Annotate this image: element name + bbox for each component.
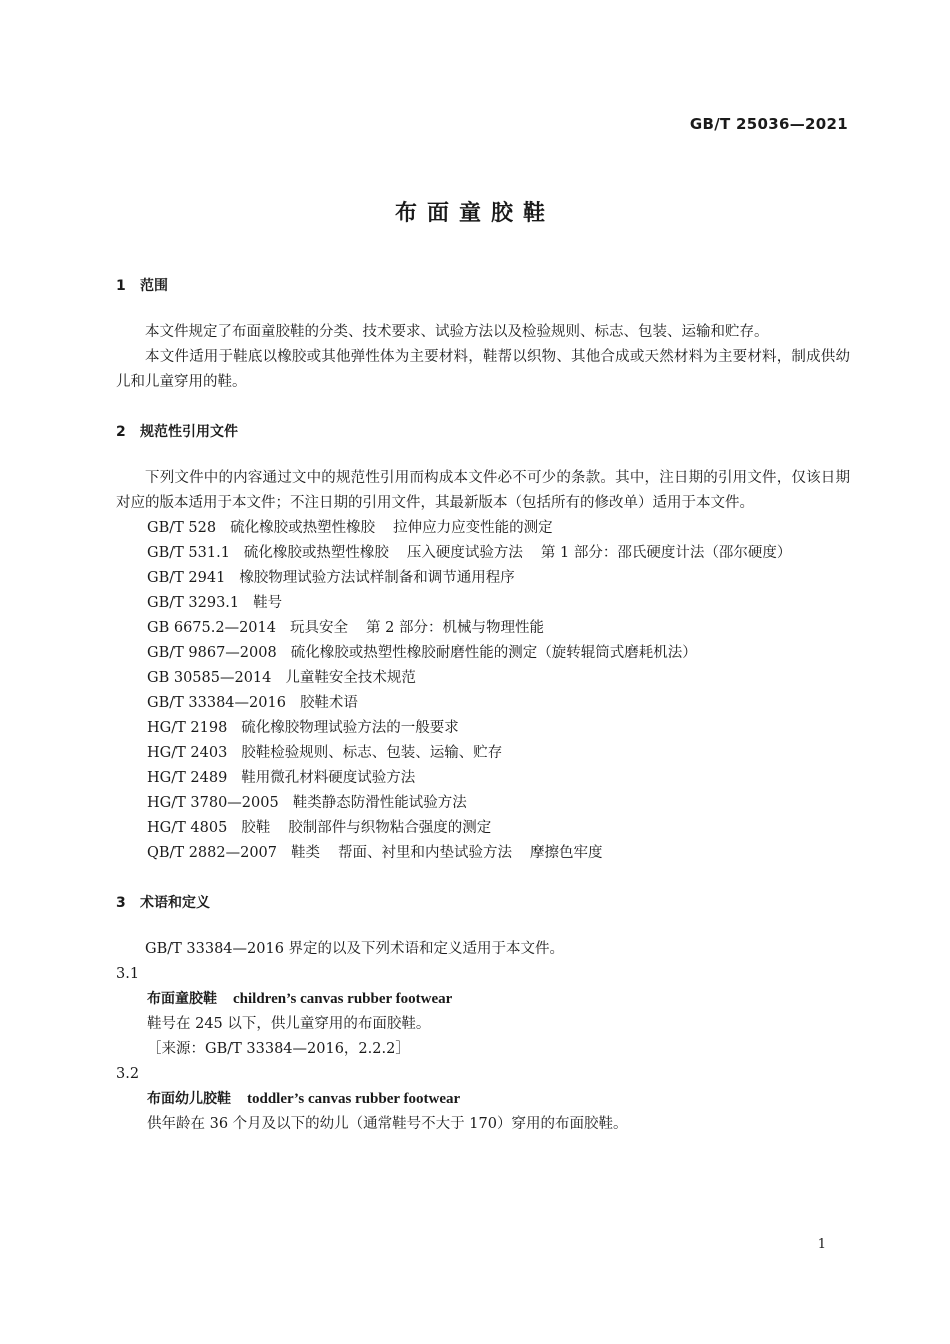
reference-code: GB/T 33384—2016 (147, 695, 286, 711)
reference-item (116, 641, 850, 666)
document-body (116, 274, 850, 1137)
section-heading-terms (116, 891, 850, 916)
refs-intro-paragraph: 下列文件中的内容通过文中的规范性引用而构成本文件必不可少的条款。其中，注日期的引用文件，仅该日期对应的版本适用于本文件；不注日期的引用文件，其最新版本（包括所有的修改单）适用于本文件。 (116, 470, 850, 511)
reference-title-part: 胶制部件与织物粘合强度的测定 (288, 820, 492, 836)
reference-code: GB/T 9867—2008 (147, 645, 277, 661)
reference-title: 硫化橡胶或热塑性橡胶 (230, 520, 376, 536)
term-english: children’s canvas rubber footwear (233, 991, 453, 1007)
term-entry (116, 987, 850, 1012)
scope-paragraph-2: 本文件适用于鞋底以橡胶或其他弹性体为主要材料，鞋帮以织物、其他合成或天然材料为主要材料，制成供幼儿和儿童穿用的鞋。 (116, 349, 850, 390)
reference-title: 玩具安全 (290, 620, 348, 636)
reference-title-part: 帮面、衬里和内垫试验方法 (338, 845, 513, 861)
term-entry (116, 1087, 850, 1112)
reference-item (116, 666, 850, 691)
reference-title: 胶鞋术语 (299, 695, 358, 711)
reference-code: HG/T 2489 (147, 770, 228, 786)
reference-title-part: 第 2 部分：机械与物理性能 (366, 620, 544, 636)
reference-item (116, 841, 850, 866)
reference-title: 鞋用微孔材料硬度试验方法 (241, 770, 416, 786)
reference-title-part: 压入硬度试验方法 (406, 545, 523, 561)
reference-title: 鞋类 (291, 845, 321, 861)
scope-paragraph-1: 本文件规定了布面童胶鞋的分类、技术要求、试验方法以及检验规则、标志、包装、运输和贮存。 (145, 324, 769, 340)
reference-code: GB/T 3293.1 (147, 595, 240, 611)
term-definition: 供年龄在 36 个月及以下的幼儿（通常鞋号不大于 170）穿用的布面胶鞋。 (147, 1116, 628, 1132)
reference-title: 硫化橡胶或热塑性橡胶 (243, 545, 389, 561)
reference-item (116, 691, 850, 716)
terms-intro-paragraph: GB/T 33384—2016 界定的以及下列术语和定义适用于本文件。 (145, 941, 565, 957)
reference-title-part: 拉伸应力应变性能的测定 (393, 520, 553, 536)
reference-code: GB/T 2941 (147, 570, 226, 586)
reference-item (116, 591, 850, 616)
term-chinese: 布面幼儿胶鞋 (147, 1091, 231, 1107)
reference-item (116, 516, 850, 541)
term-number: 3.1 (116, 966, 140, 982)
section-number: 2 (116, 424, 126, 440)
reference-item (116, 791, 850, 816)
term-number: 3.2 (116, 1066, 140, 1082)
reference-item (116, 616, 850, 641)
reference-item (116, 716, 850, 741)
reference-code: GB/T 528 (147, 520, 217, 536)
reference-code: GB 30585—2014 (147, 670, 272, 686)
reference-title: 鞋号 (253, 595, 283, 611)
section-number: 3 (116, 895, 126, 911)
reference-title: 胶鞋检验规则、标志、包装、运输、贮存 (241, 745, 503, 761)
section-title: 术语和定义 (140, 895, 210, 911)
reference-item (116, 541, 850, 566)
section-heading-scope (116, 274, 850, 299)
standard-code: GB/T 25036—2021 (689, 115, 848, 133)
reference-list (116, 516, 850, 866)
reference-title-part: 摩擦色牢度 (530, 845, 603, 861)
reference-item (116, 566, 850, 591)
reference-item (116, 766, 850, 791)
section-number: 1 (116, 278, 126, 294)
page-number: 1 (817, 1237, 826, 1252)
reference-code: HG/T 4805 (147, 820, 228, 836)
document-title: 布面童胶鞋 (394, 201, 555, 226)
term-source: ［来源：GB/T 33384—2016，2.2.2］ (147, 1041, 410, 1057)
reference-item (116, 816, 850, 841)
reference-code: HG/T 2198 (147, 720, 228, 736)
term-chinese: 布面童胶鞋 (147, 991, 217, 1007)
reference-title: 胶鞋 (241, 820, 271, 836)
reference-title: 橡胶物理试验方法试样制备和调节通用程序 (239, 570, 515, 586)
reference-title: 硫化橡胶或热塑性橡胶耐磨性能的测定（旋转辊筒式磨耗机法） (290, 645, 697, 661)
reference-code: HG/T 3780—2005 (147, 795, 279, 811)
reference-code: QB/T 2882—2007 (147, 845, 278, 861)
term-english: toddler’s canvas rubber footwear (247, 1091, 461, 1107)
reference-title: 儿童鞋安全技术规范 (285, 670, 416, 686)
reference-title-part: 第 1 部分：邵氏硬度计法（邵尔硬度） (540, 545, 792, 561)
reference-code: GB/T 531.1 (147, 545, 230, 561)
reference-title: 鞋类静态防滑性能试验方法 (292, 795, 467, 811)
section-heading-refs (116, 420, 850, 445)
term-definition: 鞋号在 245 以下，供儿童穿用的布面胶鞋。 (147, 1016, 431, 1032)
reference-title: 硫化橡胶物理试验方法的一般要求 (241, 720, 459, 736)
section-title: 规范性引用文件 (140, 424, 238, 440)
reference-item (116, 741, 850, 766)
section-title: 范围 (140, 278, 168, 294)
reference-code: GB 6675.2—2014 (147, 620, 276, 636)
reference-code: HG/T 2403 (147, 745, 228, 761)
